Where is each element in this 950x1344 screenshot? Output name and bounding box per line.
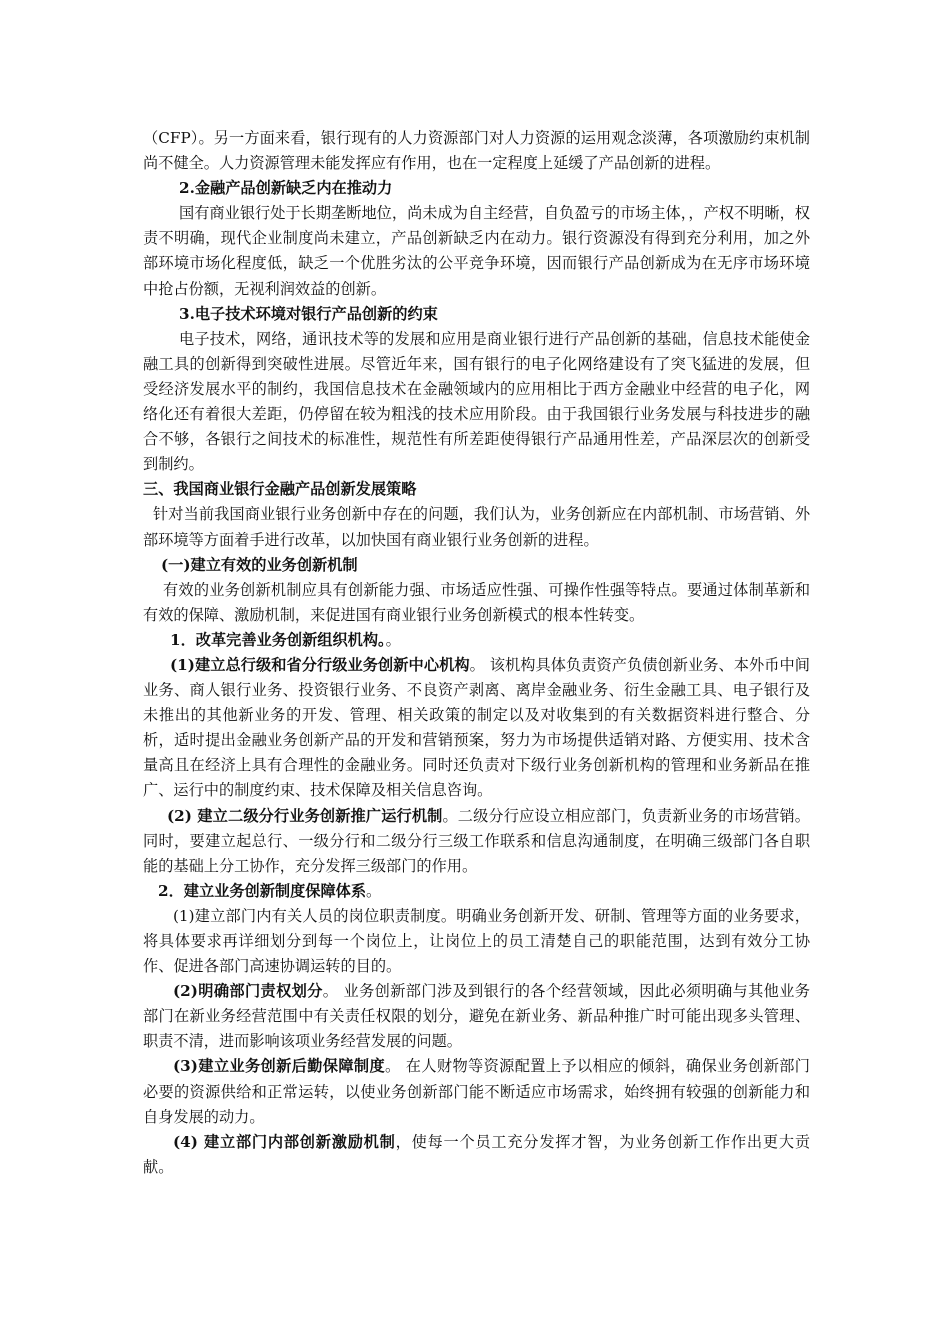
heading-text: (一)建立有效的业务创新机制 [161, 555, 358, 574]
heading-text: 3.电子技术环境对银行产品创新的约束 [179, 304, 438, 323]
paragraph [143, 126, 810, 176]
paragraph-text: 。二级分行应设立相应部门，负责新业务的市场营销。同时，要建立起总行、一级分行和二级分行三级工作联系和信息沟通制度，在明确三级部门各自职能的基础上分工协作，充分发挥三级部门的作用。 [143, 806, 810, 875]
paragraph-text: 针对当前我国商业银行业务创新中存在的问题，我们认为，业务创新应在内部机制、市场营销、外部环境等方面着手进行改革，以加快国有商业银行业务创新的进程。 [143, 505, 810, 549]
lead-text: (2) 建立二级分行业务创新推广运行机制 [167, 806, 443, 825]
paragraph [143, 979, 810, 1054]
paragraph-text: 电子技术，网络，通讯技术等的发展和应用是商业银行进行产品创新的基础，信息技术能使金融工具的创新得到突破性进展。尽管近年来，国有银行的电子化网络建设有了突飞猛进的发展，但受经济发展水平的制约，我国信息技术在金融领域内的应用相比于西方金融业中经营的电子化，网络化还有着很大差距，仍停留在较为粗浅的技术应用阶段。由于我国银行业务发展与科技进步的融合不够，各银行之间技术的标准性，规范性有所差距使得银行产品通用性差，产品深层次的创新受到制约。 [143, 329, 810, 474]
heading-text: 三、我国商业银行金融产品创新发展策略 [143, 480, 417, 499]
heading-text: 2．建立业务创新制度保障体系 [158, 881, 367, 900]
paragraph [143, 804, 810, 879]
section-heading [143, 176, 810, 201]
paragraph [143, 201, 810, 301]
paragraph-text: ，使每一个员工充分发挥才智，为业务创新工作作出更大贡献。 [143, 1132, 811, 1176]
paragraph-text: 有效的业务创新机制应具有创新能力强、市场适应性强、可操作性强等特点。要通过体制革新和有效的保障、激励机制，来促进国有商业银行业务创新模式的根本性转变。 [143, 580, 810, 624]
section-heading [143, 302, 810, 327]
paragraph [143, 904, 810, 979]
paragraph-text: (1)建立部门内有关人员的岗位职责制度。明确业务创新开发、研制、管理等方面的业务要求，将具体要求再详细划分到每一个岗位上，让岗位上的员工清楚自己的职能范围，达到有效分工协作、促进各部门高速协调运转的目的。 [143, 906, 810, 976]
paragraph [143, 1130, 810, 1180]
lead-text: (2)明确部门责权划分 [173, 982, 323, 1001]
paragraph-text: 。 该机构具体负责资产负债创新业务、本外币中间业务、商人银行业务、投资银行业务、不良资产剥离、离岸金融业务、衍生金融工具、电子银行及未推出的其他新业务的开发、管理、相关政策的制定以及对收集到的有关数据资料进行整合、分析，适时提出金融业务创新产品的开发和营销预案，努力为市场提供适销对路、方便实用、技术含量高且在经济上具有合理性的金融业务。同时还负责对下级行业务创新机构的管理和业务新品在推广、运行中的制度约束、技术保障及相关信息咨询。 [143, 655, 810, 800]
lead-text: (1)建立总行级和省分行级业务创新中心机构 [170, 655, 470, 674]
paragraph [143, 1054, 810, 1129]
section-heading [143, 477, 810, 502]
section-heading: 2．建立业务创新制度保障体系。 [158, 881, 382, 900]
section-heading: 1．改革完善业务创新组织机构。。 [170, 630, 401, 649]
paragraph-text: 。 业务创新部门涉及到银行的各个经营领域，因此必须明确与其他业务部门在新业务经营范围中有关责任权限的划分，避免在新业务、新品种推广时可能出现多头管理、职责不清，进而影响该项业务经营发展的问题。 [143, 982, 810, 1051]
paragraph [143, 653, 810, 804]
paragraph [143, 502, 810, 552]
paragraph [143, 578, 810, 628]
lead-text: (4) 建立部门内部创新激励机制 [173, 1132, 396, 1151]
paragraph-text: 国有商业银行处于长期垄断地位，尚未成为自主经营，自负盈亏的市场主体，，产权不明晰，权责不明确，现代企业制度尚未建立，产品创新缺乏内在动力。银行资源没有得到充分利用，加之外部环境市场化程度低，缺乏一个优胜劣汰的公平竞争环境，因而银行产品创新成为在无序市场环境中抢占份额，无视利润效益的创新。 [143, 204, 810, 298]
paragraph-text: 。 在人财物等资源配置上予以相应的倾斜，确保业务创新部门必要的资源供给和正常运转，以使业务创新部门能不断适应市场需求，始终拥有较强的创新能力和自身发展的动力。 [143, 1057, 810, 1126]
heading-text: 2.金融产品创新缺乏内在推动力 [179, 179, 393, 198]
paragraph-text: （CFP）。另一方面来看，银行现有的人力资源部门对人力资源的运用观念淡薄，各项激励约束机制尚不健全。人力资源管理未能发挥应有作用，也在一定程度上延缓了产品创新的进程。 [143, 129, 810, 173]
lead-text: (3)建立业务创新后勤保障制度 [173, 1057, 386, 1076]
heading-text: 1．改革完善业务创新组织机构。 [170, 630, 386, 649]
section-heading [143, 553, 810, 578]
paragraph [143, 327, 810, 478]
document-page [143, 126, 810, 1180]
